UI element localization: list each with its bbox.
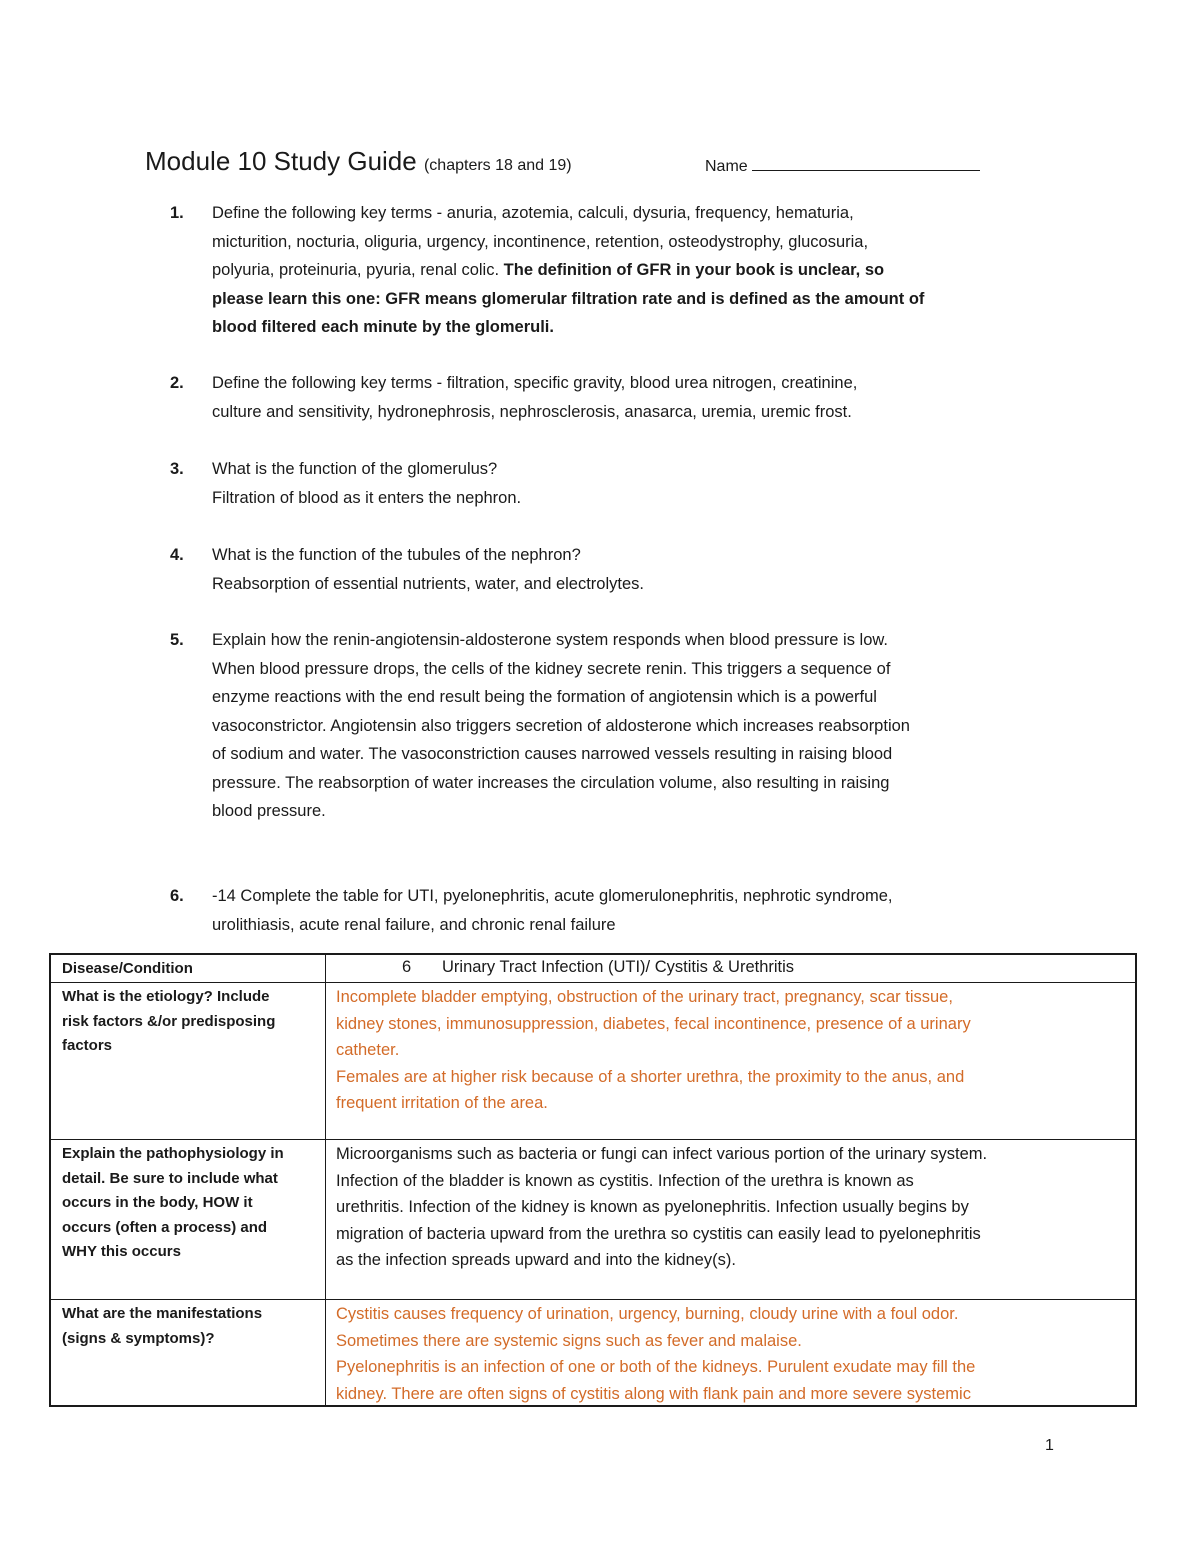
gfr-definition-line: please learn this one: GFR means glomerular filtration rate and is defined as the amount of [212, 289, 925, 308]
question-line: Define the following key terms - anuria, azotemia, calculi, dysuria, frequency, hematuria, [212, 204, 854, 222]
name-field [705, 156, 980, 176]
table-header-label: Disease/Condition [62, 960, 193, 977]
answer-line: pressure. The reabsorption of water increases the circulation volume, also resulting in raising [212, 773, 890, 792]
table-header-condition: Urinary Tract Infection (UTI)/ Cystitis & Urethritis [442, 958, 795, 976]
row-content: Microorganisms such as bacteria or fungi can infect various portion of the urinary system. Infection of the bladder is known as cystitis. Infection of the urethra is known as urethritis. Infection of the kidney is known as pyelonephritis. Infection usually begins by migration of bacteria upward from the urethra so cystitis can easily lead to pyelonephritis as the infection spreads upward and into the kidney(s). [336, 1145, 988, 1269]
answer-line: vasoconstrictor. Angiotensin also triggers secretion of aldosterone which increases reabsorption [212, 716, 910, 735]
name-label: Name [705, 158, 748, 175]
row-label: What are the manifestations (signs & symptoms)? [62, 1305, 263, 1347]
question-6 [170, 882, 1070, 939]
question-line: urolithiasis, acute renal failure, and chronic renal failure [212, 915, 616, 934]
page-number: 1 [1045, 1437, 1054, 1454]
question-line: What is the function of the tubules of the nephron? [212, 546, 581, 564]
disease-table [49, 953, 1137, 1407]
name-blank-line[interactable] [752, 156, 980, 171]
table-header-number: 6 [402, 958, 412, 976]
question-number: 1. [170, 204, 184, 222]
question-2 [170, 369, 1070, 426]
answer-line: Reabsorption of essential nutrients, water, and electrolytes. [212, 574, 644, 593]
question-number: 3. [170, 460, 184, 478]
question-line: What is the function of the glomerulus? [212, 460, 498, 478]
table-row-pathophysiology [51, 1139, 1135, 1300]
question-line: Explain how the renin-angiotensin-aldosterone system responds when blood pressure is low. [212, 631, 888, 649]
table-header-title [327, 955, 1135, 977]
question-number: 5. [170, 631, 184, 649]
table-header-row [51, 955, 1135, 982]
answer-line: enzyme reactions with the end result being the formation of angiotensin which is a powerful [212, 688, 877, 706]
question-line: Define the following key terms - filtration, specific gravity, blood urea nitrogen, creatinine, [212, 374, 858, 392]
table-row-manifestations [51, 1299, 1135, 1406]
question-line: culture and sensitivity, hydronephrosis, nephrosclerosis, anasarca, uremia, uremic frost. [212, 402, 852, 421]
row-content: Cystitis causes frequency of urination, urgency, burning, cloudy urine with a foul odor. Sometimes there are systemic signs such as fever and malaise. Pyelonephritis is an infection of one or both of the kidneys. Purulent exudate may fill the kidney. There are often signs of cystitis along with flank pain and more severe systemic [336, 1305, 976, 1403]
title-text: Module 10 Study Guide [145, 146, 417, 176]
question-1 [170, 199, 1070, 342]
question-line-plain: polyuria, proteinuria, pyuria, renal colic. [212, 261, 504, 279]
question-number: 6. [170, 887, 184, 905]
answer-line: of sodium and water. The vasoconstriction causes narrowed vessels resulting in raising blood [212, 745, 893, 763]
question-number: 2. [170, 374, 184, 392]
question-5 [170, 626, 1070, 826]
question-number: 4. [170, 546, 184, 564]
row-content: Incomplete bladder emptying, obstruction of the urinary tract, pregnancy, scar tissue, kidney stones, immunosuppression, diabetes, fecal incontinence, presence of a urinary catheter. Females are at higher risk because of a shorter urethra, the proximity to the anus, and frequent irritation of the area. [336, 988, 971, 1112]
question-line: micturition, nocturia, oliguria, urgency, incontinence, retention, osteodystrophy, glucosuria, [212, 232, 869, 251]
answer-line: When blood pressure drops, the cells of the kidney secrete renin. This triggers a sequence of [212, 659, 891, 678]
question-mixed-line [212, 256, 1070, 285]
answer-line: blood pressure. [212, 802, 326, 820]
row-label: What is the etiology? Include risk factors &/or predisposing factors [62, 988, 276, 1054]
answer-line: Filtration of blood as it enters the nephron. [212, 488, 522, 507]
question-line-bold: The definition of GFR in your book is unclear, so [503, 261, 885, 279]
question-4 [170, 541, 1070, 598]
row-label: Explain the pathophysiology in detail. Be sure to include what occurs in the body, HOW it occurs (often a process) and WHY this occurs [62, 1145, 284, 1260]
table-row-etiology [51, 982, 1135, 1140]
page-title [145, 146, 572, 177]
title-subtitle: (chapters 18 and 19) [423, 157, 572, 174]
question-line: -14 Complete the table for UTI, pyelonephritis, acute glomerulonephritis, nephrotic syndrome, [212, 887, 893, 905]
question-3 [170, 455, 1070, 512]
gfr-definition-line: blood filtered each minute by the glomeruli. [212, 318, 554, 336]
